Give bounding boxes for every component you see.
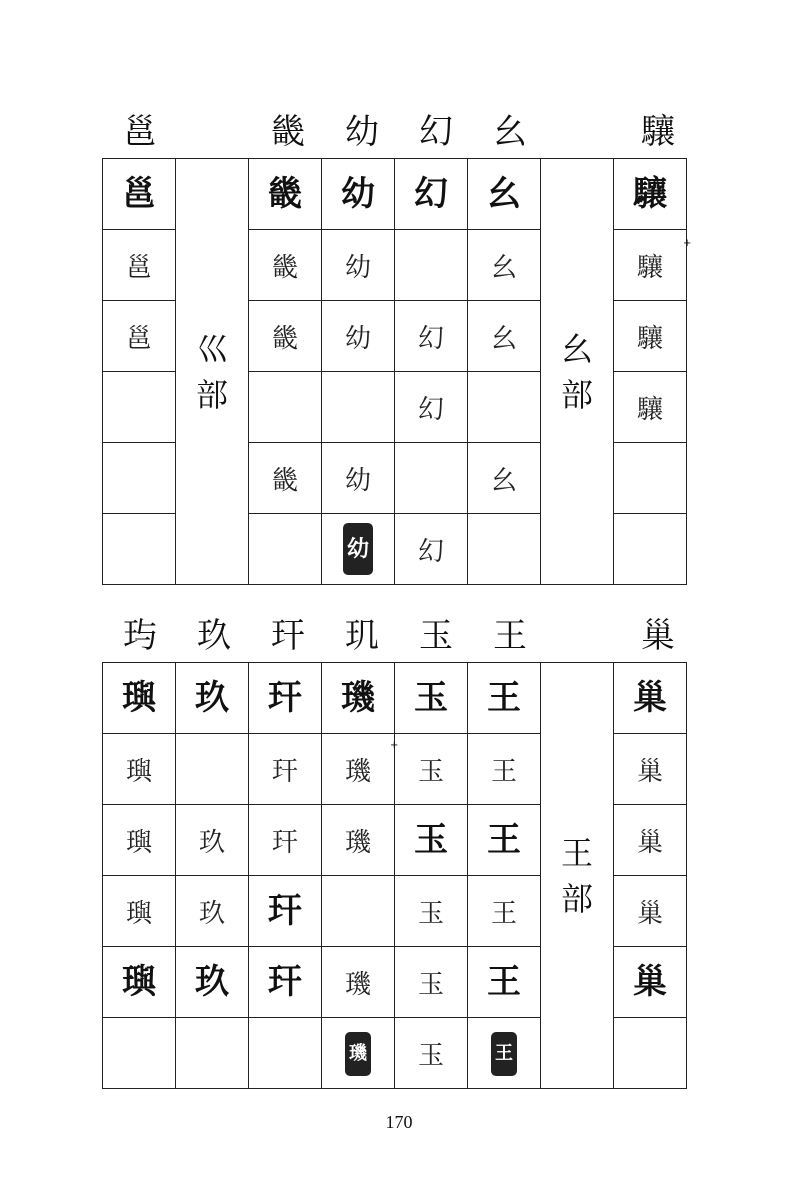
glyph-cell xyxy=(249,443,322,514)
glyph-cell xyxy=(395,159,468,230)
glyph-cell xyxy=(103,1018,176,1089)
seal-glyph: 幼 xyxy=(341,174,375,214)
oracle-glyph: 璣 xyxy=(344,828,371,858)
glyph-cell xyxy=(468,805,541,876)
seal-glyph: 邕 xyxy=(122,174,156,214)
seal-glyph: 巢 xyxy=(633,678,667,718)
bottom-character-table xyxy=(102,662,687,1089)
glyph-cell xyxy=(249,1018,322,1089)
glyph-cell xyxy=(614,1018,687,1089)
glyph-cell xyxy=(249,301,322,372)
radical-section-yao xyxy=(541,159,614,585)
glyph-cell xyxy=(395,663,468,734)
glyph-cell xyxy=(249,372,322,443)
glyph-cell xyxy=(614,514,687,585)
glyph-cell xyxy=(322,947,395,1018)
oracle-glyph: 幻 xyxy=(417,537,444,567)
glyph-cell xyxy=(249,947,322,1018)
oracle-glyph: 玉 xyxy=(417,1041,444,1071)
oracle-glyph: 璣 xyxy=(344,970,371,1000)
seal-glyph: 幻 xyxy=(414,174,448,214)
glyph-cell xyxy=(249,514,322,585)
oracle-glyph: 玖 xyxy=(198,828,225,858)
glyph-cell xyxy=(468,230,541,301)
glyph-cell xyxy=(395,1018,468,1089)
seal-glyph: 玉 xyxy=(414,820,448,860)
glyph-cell xyxy=(614,159,687,230)
glyph-cell xyxy=(322,230,395,301)
glyph-cell xyxy=(103,372,176,443)
oracle-glyph: 巢 xyxy=(636,899,663,929)
glyph-cell xyxy=(614,876,687,947)
oracle-glyph: 邕 xyxy=(125,253,152,283)
seal-glyph: 畿 xyxy=(268,174,302,214)
seal-glyph: 巢 xyxy=(633,962,667,1002)
seal-glyph: 璵 xyxy=(122,678,156,718)
oracle-glyph: 幻 xyxy=(417,395,444,425)
oracle-glyph: 璵 xyxy=(125,899,152,929)
seal-glyph: 驤 xyxy=(633,174,667,214)
glyph-cell xyxy=(103,230,176,301)
glyph-cell xyxy=(249,230,322,301)
glyph-cell xyxy=(395,947,468,1018)
glyph-cell xyxy=(614,372,687,443)
glyph-cell xyxy=(395,805,468,876)
glyph-cell xyxy=(103,443,176,514)
glyph-cell xyxy=(176,1018,249,1089)
radical-label: 王 xyxy=(560,833,593,872)
oracle-glyph: 幼 xyxy=(344,466,371,496)
glyph-cell xyxy=(322,159,395,230)
oracle-glyph: 驤 xyxy=(636,253,663,283)
glyph-cell xyxy=(614,443,687,514)
top-header-4: 幼 xyxy=(345,112,379,152)
radical-label: 巛 xyxy=(195,329,228,368)
glyph-cell xyxy=(322,1018,395,1089)
oracle-glyph: 驤 xyxy=(636,395,663,425)
glyph-cell xyxy=(322,734,395,805)
glyph-cell xyxy=(395,230,468,301)
glyph-cell xyxy=(103,301,176,372)
glyph-cell xyxy=(395,876,468,947)
oracle-glyph: 玉 xyxy=(417,899,444,929)
seal-glyph: 王 xyxy=(487,962,521,1002)
oracle-glyph: 璵 xyxy=(125,757,152,787)
glyph-cell xyxy=(322,876,395,947)
glyph-cell xyxy=(176,876,249,947)
glyph-cell xyxy=(322,663,395,734)
seal-glyph: 玕 xyxy=(268,891,302,931)
cross-mark: + xyxy=(683,238,692,249)
glyph-cell xyxy=(249,159,322,230)
glyph-cell xyxy=(176,947,249,1018)
oracle-glyph: 玕 xyxy=(271,828,298,858)
oracle-glyph: 玖 xyxy=(198,899,225,929)
top-header-8: 驤 xyxy=(641,112,675,152)
oracle-glyph: 幺 xyxy=(490,324,517,354)
page-number: 170 xyxy=(385,1112,413,1132)
glyph-cell xyxy=(249,876,322,947)
glyph-cell xyxy=(322,805,395,876)
glyph-cell xyxy=(249,805,322,876)
glyph-cell xyxy=(322,443,395,514)
bottom-header-5: 玉 xyxy=(419,616,453,656)
glyph-cell xyxy=(468,876,541,947)
glyph-cell xyxy=(103,663,176,734)
seal-stamp-glyph: 王 xyxy=(491,1032,517,1076)
glyph-cell xyxy=(322,372,395,443)
oracle-glyph: 幻 xyxy=(417,324,444,354)
glyph-cell xyxy=(395,443,468,514)
seal-glyph: 璣 xyxy=(341,678,375,718)
glyph-cell xyxy=(468,1018,541,1089)
glyph-cell xyxy=(176,663,249,734)
glyph-cell xyxy=(468,514,541,585)
seal-glyph: 璵 xyxy=(122,962,156,1002)
glyph-cell xyxy=(395,372,468,443)
glyph-cell xyxy=(103,734,176,805)
seal-glyph: 王 xyxy=(487,820,521,860)
oracle-glyph: 畿 xyxy=(271,466,298,496)
glyph-cell xyxy=(468,443,541,514)
bottom-header-1: 玙 xyxy=(123,616,157,656)
glyph-cell xyxy=(468,663,541,734)
cross-mark: + xyxy=(390,740,399,751)
oracle-glyph: 驤 xyxy=(636,324,663,354)
glyph-cell xyxy=(468,947,541,1018)
table-row xyxy=(103,663,687,734)
glyph-cell xyxy=(103,805,176,876)
oracle-glyph: 幺 xyxy=(490,466,517,496)
glyph-cell xyxy=(614,805,687,876)
glyph-cell xyxy=(468,159,541,230)
oracle-glyph: 王 xyxy=(490,757,517,787)
glyph-cell xyxy=(468,301,541,372)
radical-sub: 部 xyxy=(560,879,593,918)
oracle-glyph: 畿 xyxy=(271,324,298,354)
oracle-glyph: 璣 xyxy=(344,757,371,787)
glyph-cell xyxy=(103,876,176,947)
seal-glyph: 玕 xyxy=(268,678,302,718)
seal-stamp-glyph: 幼 xyxy=(343,523,373,575)
top-header-5: 幻 xyxy=(419,112,453,152)
seal-glyph: 玖 xyxy=(195,962,229,1002)
glyph-cell xyxy=(176,805,249,876)
glyph-cell xyxy=(249,663,322,734)
bottom-header-8: 巢 xyxy=(641,616,675,656)
top-header-6: 幺 xyxy=(493,112,527,152)
glyph-cell xyxy=(614,230,687,301)
glyph-cell xyxy=(322,301,395,372)
bottom-header-3: 玕 xyxy=(271,616,305,656)
glyph-cell xyxy=(322,514,395,585)
oracle-glyph: 玉 xyxy=(417,970,444,1000)
oracle-glyph: 巢 xyxy=(636,757,663,787)
glyph-cell xyxy=(614,301,687,372)
glyph-cell xyxy=(176,734,249,805)
glyph-cell xyxy=(395,734,468,805)
oracle-glyph: 王 xyxy=(490,899,517,929)
top-header-3: 畿 xyxy=(271,112,305,152)
radical-sub: 部 xyxy=(195,375,228,414)
bottom-header-6: 王 xyxy=(493,616,527,656)
seal-glyph: 玕 xyxy=(268,962,302,1002)
top-character-table xyxy=(102,158,687,585)
glyph-cell xyxy=(614,947,687,1018)
table-row xyxy=(103,159,687,230)
top-header-1: 邕 xyxy=(123,112,157,152)
oracle-glyph: 玕 xyxy=(271,757,298,787)
glyph-cell xyxy=(468,734,541,805)
glyph-cell xyxy=(614,663,687,734)
glyph-cell xyxy=(395,514,468,585)
seal-glyph: 王 xyxy=(487,678,521,718)
seal-glyph: 玖 xyxy=(195,678,229,718)
bottom-header-2: 玖 xyxy=(197,616,231,656)
oracle-glyph: 畿 xyxy=(271,253,298,283)
glyph-cell xyxy=(468,372,541,443)
glyph-cell xyxy=(103,159,176,230)
glyph-cell xyxy=(103,514,176,585)
oracle-glyph: 巢 xyxy=(636,828,663,858)
glyph-cell xyxy=(395,301,468,372)
seal-stamp-glyph: 璣 xyxy=(345,1032,371,1076)
radical-section-chuan xyxy=(176,159,249,585)
radical-sub: 部 xyxy=(560,375,593,414)
oracle-glyph: 璵 xyxy=(125,828,152,858)
oracle-glyph: 幼 xyxy=(344,253,371,283)
seal-glyph: 幺 xyxy=(487,174,521,214)
glyph-cell xyxy=(249,734,322,805)
radical-section-wang xyxy=(541,663,614,1089)
glyph-cell xyxy=(103,947,176,1018)
radical-label: 幺 xyxy=(560,329,593,368)
oracle-glyph: 幺 xyxy=(490,253,517,283)
oracle-glyph: 玉 xyxy=(417,757,444,787)
glyph-cell xyxy=(614,734,687,805)
oracle-glyph: 幼 xyxy=(344,324,371,354)
seal-glyph: 玉 xyxy=(414,678,448,718)
bottom-header-4: 玑 xyxy=(345,616,379,656)
oracle-glyph: 邕 xyxy=(125,324,152,354)
